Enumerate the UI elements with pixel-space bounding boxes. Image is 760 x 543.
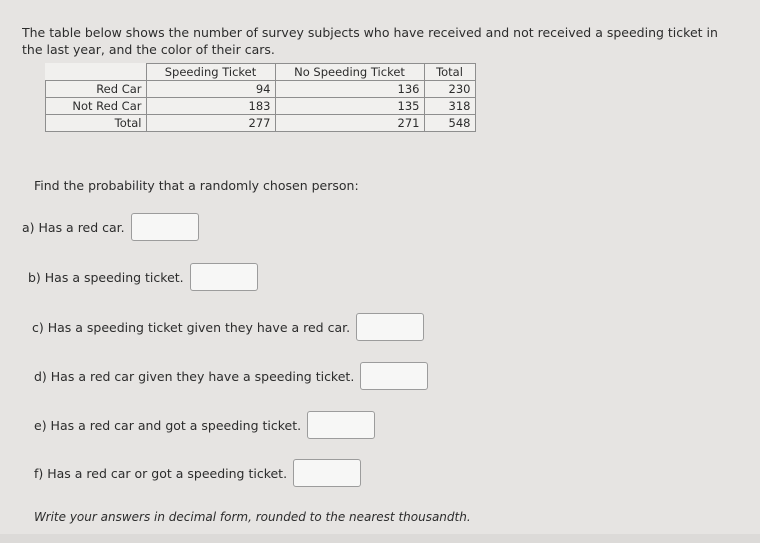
problem-intro <box>22 24 760 58</box>
table-row <box>46 98 476 115</box>
question-b-label: b) Has a speeding ticket. <box>28 269 184 285</box>
row-label-red-car: Red Car <box>46 81 147 98</box>
intro-line-1: The table below shows the number of survey subjects who have received and not received a speeding ticket in <box>22 25 718 40</box>
table-header-total: Total <box>424 64 475 81</box>
table-cell: 94 <box>146 81 275 98</box>
answer-f-input[interactable] <box>293 459 361 487</box>
table-cell: 548 <box>424 115 475 132</box>
table-cell: 183 <box>146 98 275 115</box>
question-d <box>34 362 428 390</box>
table-cell: 135 <box>275 98 424 115</box>
question-c-label: c) Has a speeding ticket given they have a red car. <box>32 319 351 335</box>
question-f <box>34 459 361 487</box>
question-f-label: f) Has a red car or got a speeding ticket. <box>34 465 288 481</box>
question-a <box>22 213 199 241</box>
bottom-edge <box>0 534 760 543</box>
answer-c-input[interactable] <box>356 313 424 341</box>
answer-e-input[interactable] <box>307 411 375 439</box>
question-e <box>34 411 375 439</box>
question-a-label: a) Has a red car. <box>22 219 125 235</box>
table-cell: 318 <box>424 98 475 115</box>
table-header-blank <box>46 64 147 81</box>
answer-a-input[interactable] <box>131 213 199 241</box>
instructions-footer: Write your answers in decimal form, rounded to the nearest thousandth. <box>34 510 471 524</box>
answer-d-input[interactable] <box>360 362 428 390</box>
table-cell: 230 <box>424 81 475 98</box>
table-header-no-speeding-ticket: No Speeding Ticket <box>275 64 424 81</box>
table-cell: 136 <box>275 81 424 98</box>
table-row <box>46 81 476 98</box>
question-e-label: e) Has a red car and got a speeding ticket. <box>34 417 302 433</box>
row-label-total: Total <box>46 115 147 132</box>
answer-b-input[interactable] <box>190 263 258 291</box>
contingency-table <box>45 63 476 132</box>
table-header-row <box>46 64 476 81</box>
question-c <box>32 313 424 341</box>
table-cell: 271 <box>275 115 424 132</box>
question-prompt: Find the probability that a randomly chosen person: <box>34 178 359 193</box>
table-header-speeding-ticket: Speeding Ticket <box>146 64 275 81</box>
table-cell: 277 <box>146 115 275 132</box>
question-b <box>28 263 258 291</box>
row-label-not-red-car: Not Red Car <box>46 98 147 115</box>
question-d-label: d) Has a red car given they have a speeding ticket. <box>34 368 355 384</box>
intro-line-2: the last year, and the color of their cars. <box>22 42 275 57</box>
table-row <box>46 115 476 132</box>
